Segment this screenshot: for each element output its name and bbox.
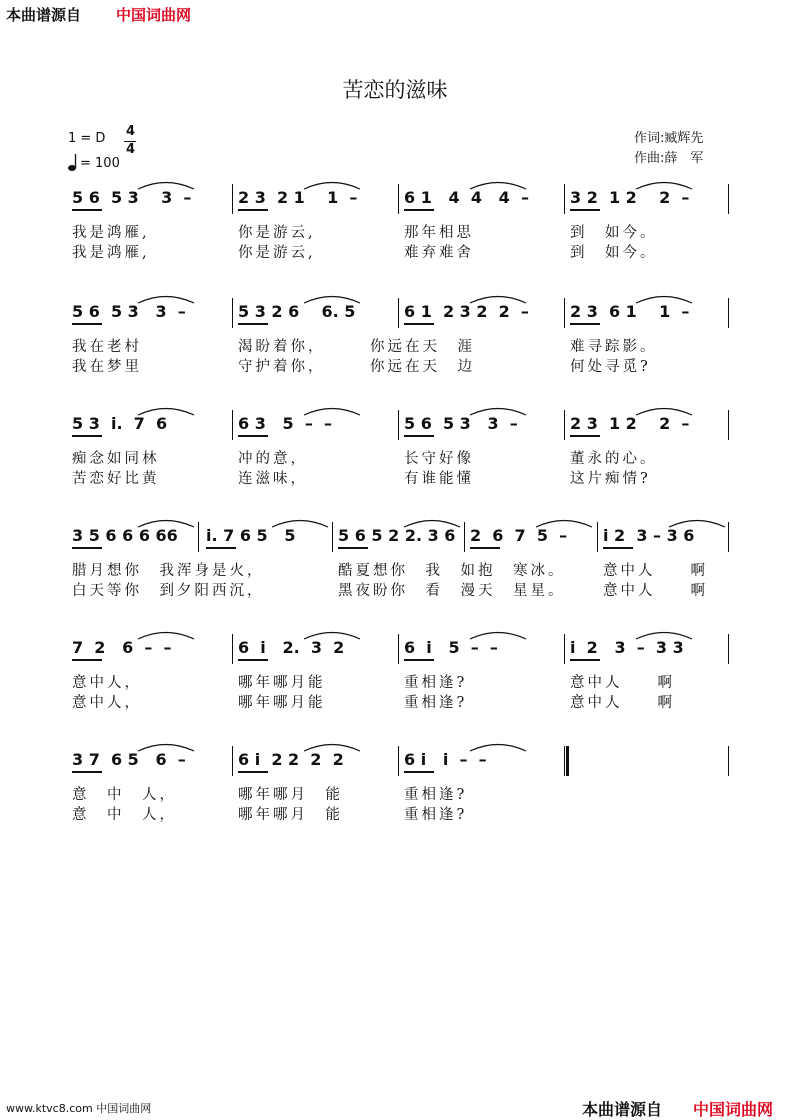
beam-underline — [404, 209, 434, 211]
header-site-source: 本曲谱源自 — [6, 6, 82, 24]
header-site-link[interactable]: 中国词曲网 — [116, 6, 192, 24]
beam-underline — [470, 547, 500, 549]
beam-underline — [72, 435, 102, 437]
measure-notes: 6 1 4 4 4 – — [404, 188, 529, 207]
lyric-verse-2: 守护着你， — [238, 359, 326, 375]
measure-notes: 2 3 1 2 2 – — [570, 414, 690, 433]
tempo-marking: = 100 — [80, 156, 120, 171]
lyric-verse-2: 白天等你 到夕阳西沉， — [72, 583, 265, 599]
beam-underline — [72, 659, 102, 661]
beam-underline — [338, 547, 368, 549]
measure-notes: 2 3 6 1 1 – — [570, 302, 690, 321]
lyric-verse-2: 意中人 啊 — [603, 583, 708, 599]
beam-underline — [72, 547, 102, 549]
measure-notes: 6 3 5 – – — [238, 414, 332, 433]
lyric-verse-2: 意 中 人， — [72, 807, 177, 823]
lyric-verse-2: 重相逢? — [404, 807, 468, 823]
slur-arc — [136, 178, 196, 190]
beam-underline — [404, 435, 434, 437]
lyric-verse-2: 重相逢? — [404, 695, 468, 711]
bar-line — [564, 410, 565, 440]
slur-arc — [302, 628, 362, 640]
quarter-note-icon — [68, 154, 80, 176]
beam-underline — [72, 771, 102, 773]
lyric-verse-1: 痴念如同林 — [72, 451, 160, 467]
beam-underline — [72, 209, 102, 211]
beam-underline — [206, 547, 236, 549]
lyric-verse-1: 渴盼着你， — [238, 339, 326, 355]
lyric-verse-1: 重相逢? — [404, 675, 468, 691]
lyric-verse-1: 哪年哪月能 — [238, 675, 326, 691]
lyric-verse-2: 意中人， — [72, 695, 142, 711]
lyric-verse-1: 你远在天 涯 — [370, 339, 475, 355]
lyric-verse-1: 董永的心。 — [570, 451, 658, 467]
bar-line — [728, 634, 729, 664]
lyric-verse-1: 意中人 啊 — [570, 675, 675, 691]
beam-underline — [238, 771, 268, 773]
key-signature: 1 = D — [68, 131, 106, 146]
measure-notes: 6 i 2. 3 2 — [238, 638, 345, 657]
measure-notes: 5 3 2 6 6. 5 — [238, 302, 356, 321]
measure-notes: 6 i i – – — [404, 750, 487, 769]
slur-arc — [468, 292, 528, 304]
bar-line — [728, 184, 729, 214]
lyric-verse-2: 苦恋好比黄 — [72, 471, 160, 487]
measure-notes: 6 1 2 3 2 2 – — [404, 302, 529, 321]
slur-arc — [634, 292, 694, 304]
lyric-verse-2: 到 如今。 — [570, 245, 658, 261]
bar-line — [728, 298, 729, 328]
lyric-verse-2: 我是鸿雁, — [72, 245, 150, 261]
measure-notes: 5 6 5 3 3 – — [404, 414, 518, 433]
lyric-verse-1: 酷夏想你 我 如抱 寒冰。 — [338, 563, 566, 579]
footer-url[interactable]: www.ktvc8.com 中国词曲网 — [6, 1102, 152, 1115]
measure-notes: i 2 3 – 3 6 — [603, 526, 695, 545]
lyric-verse-2: 哪年哪月能 — [238, 695, 326, 711]
song-title: 苦恋的滋味 — [342, 78, 448, 102]
measure-notes: 5 6 5 3 3 – — [72, 188, 192, 207]
slur-arc — [634, 178, 694, 190]
measure-notes: 5 3 i. 7 6 — [72, 414, 168, 433]
slur-arc — [534, 516, 594, 528]
measure-notes: 6 i 5 – – — [404, 638, 498, 657]
beam-underline — [238, 209, 268, 211]
lyric-verse-1: 那年相思 — [404, 225, 474, 241]
time-signature-numerator: 4 — [126, 124, 136, 139]
lyric-verse-2: 你远在天 边 — [370, 359, 475, 375]
slur-arc — [468, 628, 528, 640]
measure-notes: 2 3 2 1 1 – — [238, 188, 358, 207]
time-signature-denominator: 4 — [126, 142, 136, 157]
lyric-verse-1: 我在老村 — [72, 339, 142, 355]
bar-line — [232, 634, 233, 664]
bar-line — [232, 746, 233, 776]
slur-arc — [270, 516, 330, 528]
bar-line — [398, 746, 399, 776]
composer-credit: 作曲:薛 军 — [634, 151, 704, 166]
lyric-verse-1: 腊月想你 我浑身是火， — [72, 563, 265, 579]
lyric-verse-2: 连滋味， — [238, 471, 308, 487]
beam-underline — [603, 547, 633, 549]
bar-line — [398, 184, 399, 214]
slur-arc — [136, 516, 196, 528]
slur-arc — [468, 178, 528, 190]
bar-line — [232, 410, 233, 440]
lyric-verse-2: 这片痴情? — [570, 471, 651, 487]
bar-line — [728, 746, 729, 776]
lyric-verse-2: 黑夜盼你 看 漫天 星星。 — [338, 583, 566, 599]
slur-arc — [302, 404, 362, 416]
bar-line — [728, 410, 729, 440]
lyric-verse-1: 意中人， — [72, 675, 142, 691]
measure-notes: 7 2 6 – – — [72, 638, 172, 657]
lyric-verse-1: 难寻踪影。 — [570, 339, 658, 355]
beam-underline — [72, 323, 102, 325]
bar-line — [564, 746, 565, 776]
bar-line — [564, 634, 565, 664]
beam-underline — [570, 323, 600, 325]
lyric-verse-2: 难弃难舍 — [404, 245, 474, 261]
beam-underline — [404, 771, 434, 773]
lyric-verse-1: 意 中 人， — [72, 787, 177, 803]
bar-line — [597, 522, 598, 552]
bar-line — [198, 522, 199, 552]
footer-site-source: 本曲谱源自 — [582, 1100, 663, 1119]
bar-line — [728, 522, 729, 552]
bar-line — [464, 522, 465, 552]
lyric-verse-2: 何处寻觅? — [570, 359, 651, 375]
slur-arc — [634, 628, 694, 640]
slur-arc — [136, 628, 196, 640]
lyric-verse-2: 有谁能懂 — [404, 471, 474, 487]
measure-notes: 3 2 1 2 2 – — [570, 188, 690, 207]
final-bar-line — [566, 746, 569, 776]
slur-arc — [634, 404, 694, 416]
lyric-verse-2: 你是游云, — [238, 245, 316, 261]
lyric-verse-1: 哪年哪月 能 — [238, 787, 343, 803]
slur-arc — [468, 404, 528, 416]
beam-underline — [238, 659, 268, 661]
measure-notes: 5 6 5 2 2. 3 6 — [338, 526, 456, 545]
measure-notes: 2 6 7 5 – — [470, 526, 568, 545]
bar-line — [564, 184, 565, 214]
beam-underline — [238, 435, 268, 437]
bar-line — [232, 184, 233, 214]
bar-line — [564, 298, 565, 328]
lyricist-credit: 作词:臧辉先 — [634, 131, 704, 146]
bar-line — [232, 298, 233, 328]
slur-arc — [302, 740, 362, 752]
slur-arc — [136, 404, 196, 416]
beam-underline — [404, 323, 434, 325]
slur-arc — [402, 516, 462, 528]
lyric-verse-1: 意中人 啊 — [603, 563, 708, 579]
beam-underline — [570, 659, 600, 661]
lyric-verse-1: 我是鸿雁, — [72, 225, 150, 241]
lyric-verse-2: 我在梦里 — [72, 359, 142, 375]
measure-notes: 6 i 2 2 2 2 — [238, 750, 344, 769]
slur-arc — [667, 516, 727, 528]
lyric-verse-2: 意中人 啊 — [570, 695, 675, 711]
lyric-verse-1: 你是游云, — [238, 225, 316, 241]
bar-line — [398, 298, 399, 328]
beam-underline — [238, 323, 268, 325]
bar-line — [398, 634, 399, 664]
beam-underline — [404, 659, 434, 661]
measure-notes: 5 6 5 3 3 – — [72, 302, 186, 321]
lyric-verse-1: 重相逢? — [404, 787, 468, 803]
bar-line — [332, 522, 333, 552]
lyric-verse-1: 长守好像 — [404, 451, 474, 467]
footer-site-link[interactable]: 中国词曲网 — [693, 1100, 774, 1119]
measure-notes: i. 7 6 5 5 — [206, 526, 296, 545]
slur-arc — [136, 740, 196, 752]
lyric-verse-1: 冲的意， — [238, 451, 308, 467]
measure-notes: 3 7 6 5 6 – — [72, 750, 186, 769]
bar-line — [398, 410, 399, 440]
slur-arc — [136, 292, 196, 304]
beam-underline — [570, 435, 600, 437]
slur-arc — [468, 740, 528, 752]
measure-notes: i 2 3 – 3 3 — [570, 638, 684, 657]
measure-notes: 3 5 6 6 6 66 — [72, 526, 178, 545]
lyric-verse-1: 到 如今。 — [570, 225, 658, 241]
slur-arc — [302, 292, 362, 304]
beam-underline — [570, 209, 600, 211]
lyric-verse-2: 哪年哪月 能 — [238, 807, 343, 823]
slur-arc — [302, 178, 362, 190]
